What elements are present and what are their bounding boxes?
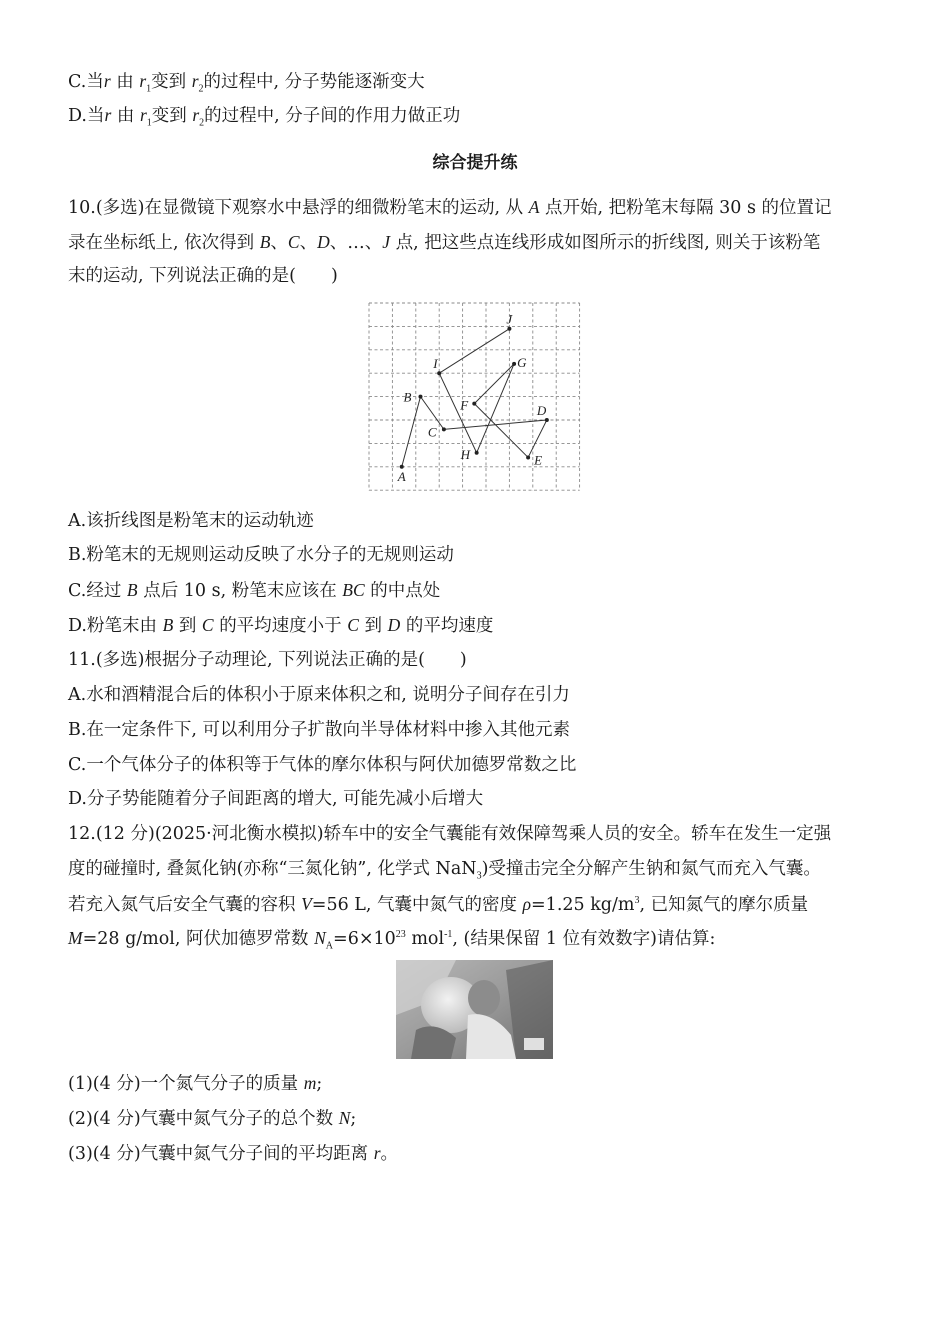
q10-option-d: D.粉笔末由 B 到 C 的平均速度小于 C 到 D 的平均速度 <box>68 615 494 636</box>
grid-lines <box>369 303 580 490</box>
q12-sub2: (2)(4 分)气囊中氮气分子的总个数 N; <box>68 1108 357 1129</box>
q11-option-a: A.水和酒精混合后的体积小于原来体积之和, 说明分子间存在引力 <box>68 685 570 705</box>
point-h <box>475 451 479 455</box>
point-label-h: H <box>460 446 471 462</box>
point-label-j: J <box>506 311 513 327</box>
point-f <box>472 402 476 406</box>
point-e <box>526 455 530 459</box>
q12-sub1: (1)(4 分)一个氮气分子的质量 m; <box>68 1073 323 1094</box>
q10-option-c: C.经过 B 点后 10 s, 粉笔末应该在 BC 的中点处 <box>68 580 441 601</box>
point-label-b: B <box>403 389 412 405</box>
point-label-f: F <box>460 397 469 413</box>
section-title: 综合提升练 <box>432 153 518 173</box>
q12-stem-line3: 若充入氮气后安全气囊的容积 V=56 L, 气囊中氮气的密度 ρ=1.25 $kg/m^3$, 已知氮气的摩尔质量 <box>68 894 809 915</box>
airbag-photo <box>396 960 553 1059</box>
point-label-e: E <box>534 452 543 468</box>
point-d <box>545 418 549 422</box>
point-label-g: G <box>517 354 527 370</box>
q11-option-c: C.一个气体分子的体积等于气体的摩尔体积与阿伏加德罗常数之比 <box>68 755 577 775</box>
q12-stem-line1: 12.(12 分)(2025·河北衡水模拟)轿车中的安全气囊能有效保障驾乘人员的安全。轿车在发生一定强 <box>68 824 832 844</box>
q10-option-a: A.该折线图是粉笔末的运动轨迹 <box>68 511 314 531</box>
point-label-a: A <box>397 468 406 484</box>
point-label-d: D <box>536 403 547 418</box>
q12-stem-line2: 度的碰撞时, 叠氮化钠(亦称“三氮化钠”, 化学式 NaN$_3$)受撞击完全分解产生钠和氮气而充入气囊。 <box>68 859 821 882</box>
q10-stem-line3: 末的运动, 下列说法正确的是( ) <box>68 266 338 286</box>
q12-sub3: (3)(4 分)气囊中氮气分子间的平均距离 r。 <box>68 1143 399 1164</box>
q12-stem-line4: M=28 g/mol, 阿伏加德罗常数 $N_A=6\times 10^{23}$ mol$^{-1}$, (结果保留 1 位有效数字)请估算: <box>68 928 716 952</box>
q10-stem-line1: 10.(多选)在显微镜下观察水中悬浮的细微粉笔末的运动, 从 A 点开始, 把粉笔末每隔 30 s 的位置记 <box>68 197 832 218</box>
point-label-i: I <box>433 356 438 372</box>
point-c <box>442 427 446 431</box>
prev-option-c: C.当r 由 $r_1$变到 $r_2$的过程中, 分子势能逐渐变大 <box>68 71 425 95</box>
q11-stem: 11.(多选)根据分子动理论, 下列说法正确的是( ) <box>68 650 467 670</box>
point-j <box>507 327 511 331</box>
point-label-c: C <box>427 424 437 440</box>
point-i <box>437 371 441 375</box>
q11-option-d: D.分子势能随着分子间距离的增大, 可能先减小后增大 <box>68 789 484 809</box>
q10-stem-line2: 录在坐标纸上, 依次得到 B、C、D、…、J 点, 把这些点连线形成如图所示的折线图, 则关于该粉笔 <box>68 232 821 253</box>
q10-option-b: B.粉笔末的无规则运动反映了水分子的无规则运动 <box>68 545 454 565</box>
point-g <box>512 362 516 366</box>
point-b <box>418 395 422 399</box>
brownian-motion-figure <box>366 300 582 494</box>
prev-option-d: D.当r 由 $r_1$变到 $r_2$的过程中, 分子间的作用力做正功 <box>68 105 461 129</box>
q11-option-b: B.在一定条件下, 可以利用分子扩散向半导体材料中掺入其他元素 <box>68 720 571 740</box>
